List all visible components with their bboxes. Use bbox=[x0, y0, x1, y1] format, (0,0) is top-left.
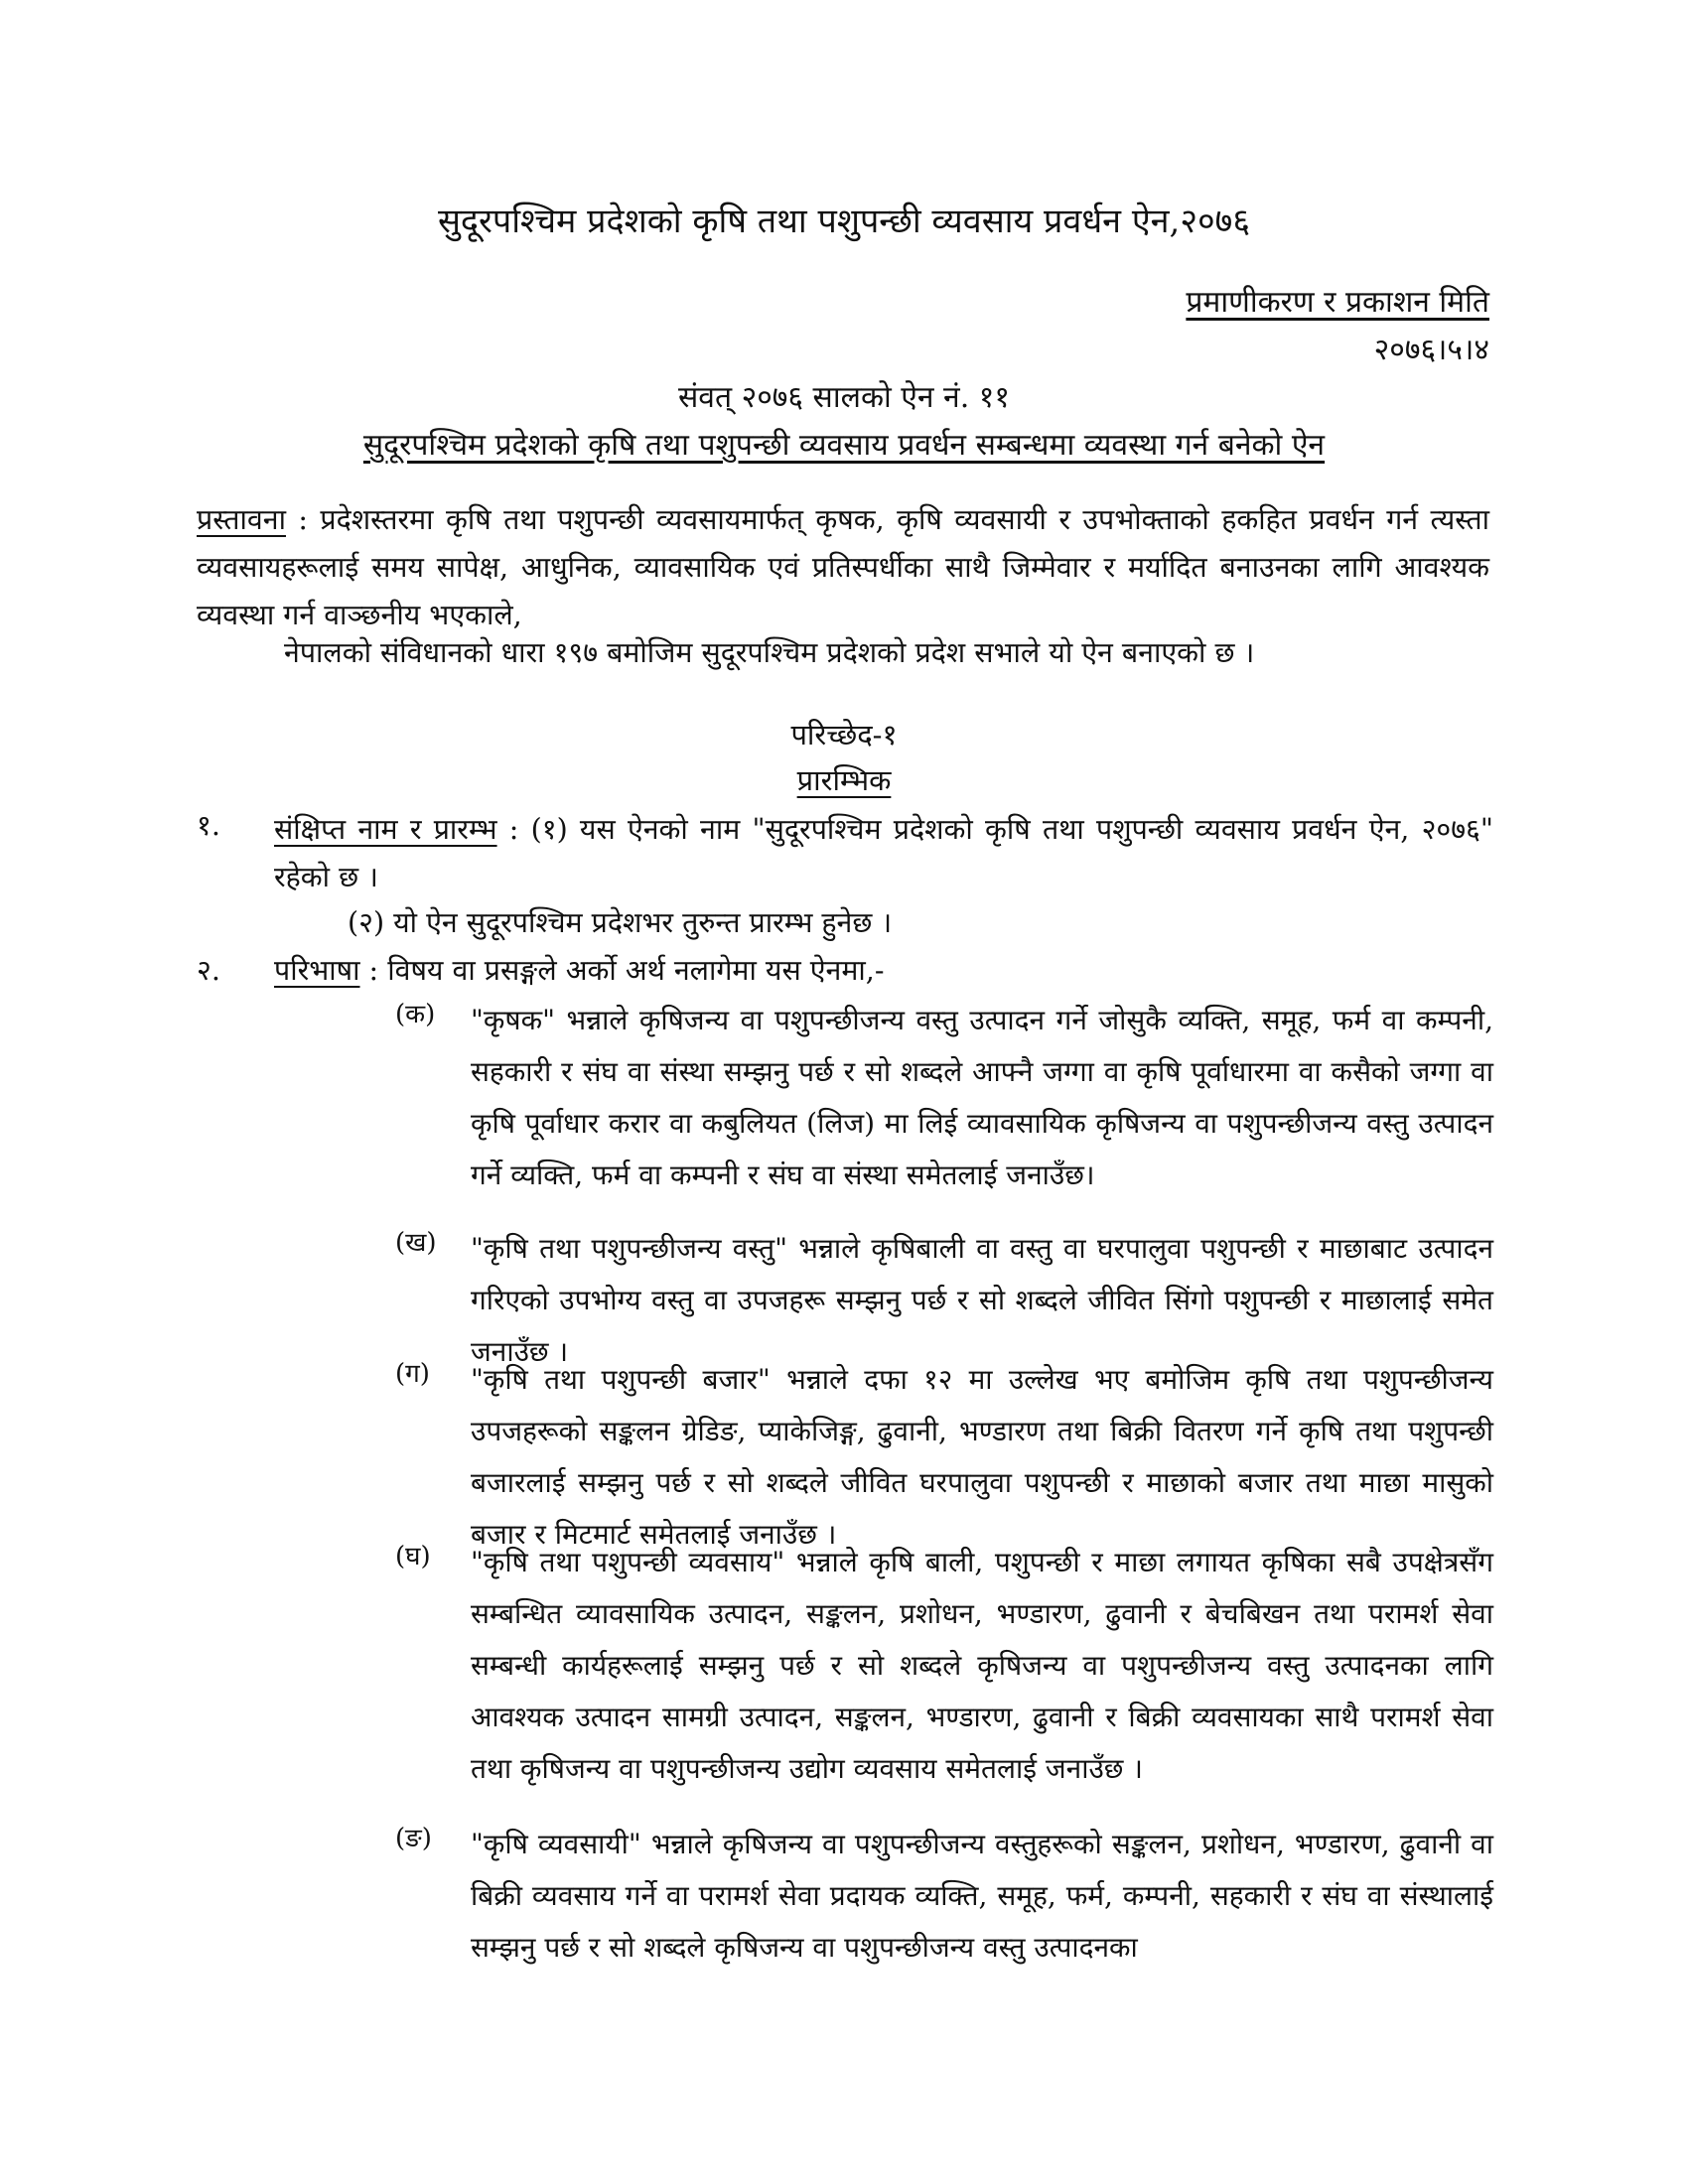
certification-date: २०७६।५।४ bbox=[1373, 333, 1489, 367]
act-subtitle: सुदूरपश्चिम प्रदेशको कृषि तथा पशुपन्छी व्यवसाय प्रवर्धन सम्बन्धमा व्यवस्था गर्न बनेको ऐन bbox=[362, 428, 1326, 463]
section-1-body bbox=[274, 806, 1493, 901]
section-2-body bbox=[274, 951, 1493, 989]
chapter-number: परिच्छेद-१ bbox=[790, 718, 898, 751]
section-number: १. bbox=[197, 809, 220, 842]
clause-text: "कृषि तथा पशुपन्छी व्यवसाय" भन्नाले कृषि बाली, पशुपन्छी र माछा लगायत कृषिका सबै उपक्षेत्रसँग सम्बन्धित व्यावसायिक उत्पादन, सङ्कलन, प्रशोधन, भण्डारण, ढुवानी र बेचबिखन तथा परामर्श सेवा सम्बन्धी कार्यहरूलाई सम्झनु पर्छ र सो शब्दले कृषिजन्य वा पशुपन्छीजन्य वस्तु उत्पादनका लागि आवश्यक उत्पादन सामग्री उत्पादन, सङ्कलन, भण्डारण, ढुवानी र बिक्री व्यवसायका साथै परामर्श सेवा तथा कृषिजन्य वा पशुपन्छीजन्य उद्योग व्यवसाय समेतलाई जनाउँछ । bbox=[471, 1546, 1493, 1785]
section-text: विषय वा प्रसङ्गले अर्को अर्थ नलागेमा यस ऐनमा,- bbox=[387, 954, 885, 987]
preamble bbox=[197, 496, 1489, 639]
clause-label: (ङ) bbox=[395, 1824, 432, 1853]
clause-label: (घ) bbox=[395, 1542, 431, 1571]
section-heading: संक्षिप्त नाम र प्रारम्भ bbox=[274, 813, 497, 846]
clause-text: "कृषक" भन्नाले कृषिजन्य वा पशुपन्छीजन्य वस्तु उत्पादन गर्ने जोसुकै व्यक्ति, समूह, फर्म वा कम्पनी, सहकारी र संघ वा संस्था सम्झनु पर्छ र सो शब्दले आफ्नै जग्गा वा कृषि पूर्वाधारमा वा कसैको जग्गा वा कृषि पूर्वाधार करार वा कबुलियत (लिज) मा लिई व्यावसायिक कृषिजन्य वा पशुपन्छीजन्य वस्तु उत्पादन गर्ने व्यक्ति, फर्म वा कम्पनी र संघ वा संस्था समेतलाई जनाउँछ। bbox=[471, 1004, 1493, 1191]
section-separator: : bbox=[496, 813, 531, 846]
clause-text: "कृषि तथा पशुपन्छी बजार" भन्नाले दफा १२ मा उल्लेख भए बमोजिम कृषि तथा पशुपन्छीजन्य उपजहरूको सङ्कलन ग्रेडिङ, प्याकेजिङ्ग, ढुवानी, भण्डारण तथा बिक्री वितरण गर्ने कृषि तथा पशुपन्छी बजारलाई सम्झनु पर्छ र सो शब्दले जीवित घरपालुवा पशुपन्छी र माछाको बजार तथा माछा मासुको बजार र मिटमार्ट समेतलाई जनाउँछ । bbox=[471, 1363, 1493, 1551]
subsection-2: (२) यो ऐन सुदूरपश्चिम प्रदेशभर तुरुन्त प्रारम्भ हुनेछ । bbox=[348, 906, 893, 939]
act-number: संवत् २०७६ सालको ऐन नं. ११ bbox=[678, 380, 1010, 415]
certification-label: प्रमाणीकरण र प्रकाशन मिति bbox=[1186, 285, 1489, 320]
clause-text: "कृषि तथा पशुपन्छीजन्य वस्तु" भन्नाले कृषिबाली वा वस्तु वा घरपालुवा पशुपन्छी र माछाबाट उत्पादन गरिएको उपभोग्य वस्तु वा उपजहरू सम्झनु पर्छ र सो शब्दले जीवित सिंगो पशुपन्छी र माछालाई समेत जनाउँछ । bbox=[471, 1232, 1493, 1368]
enactment-clause: नेपालको संविधानको धारा १९७ बमोजिम सुदूरपश्चिम प्रदेशको प्रदेश सभाले यो ऐन बनाएको छ । bbox=[284, 636, 1255, 669]
clause-text: "कृषि व्यवसायी" भन्नाले कृषिजन्य वा पशुपन्छीजन्य वस्तुहरूको सङ्कलन, प्रशोधन, भण्डारण, ढुवानी वा बिक्री व्यवसाय गर्ने वा परामर्श सेवा प्रदायक व्यक्ति, समूह, फर्म, कम्पनी, सहकारी र संघ वा संस्थालाई सम्झनु पर्छ र सो शब्दले कृषिजन्य वा पशुपन्छीजन्य वस्तु उत्पादनका bbox=[471, 1828, 1493, 1964]
chapter-title: प्रारम्भिक bbox=[796, 763, 892, 797]
clause-label: (क) bbox=[395, 1000, 436, 1029]
preamble-separator: : bbox=[285, 503, 321, 536]
clause-label: (ग) bbox=[395, 1359, 430, 1389]
section-text: (१) यस ऐनको नाम "सुदूरपश्चिम प्रदेशको कृषि तथा पशुपन्छी व्यवसाय प्रवर्धन ऐन, २०७६" रहेको छ । bbox=[274, 813, 1493, 893]
preamble-text: प्रदेशस्तरमा कृषि तथा पशुपन्छी व्यवसायमार्फत् कृषक, कृषि व्यवसायी र उपभोक्ताको हकहित प्रवर्धन गर्न त्यस्ता व्यवसायहरूलाई समय सापेक्ष, आधुनिक, व्यावसायिक एवं प्रतिस्पर्धीका साथै जिम्मेवार र मर्यादित बनाउनका लागि आवश्यक व्यवस्था गर्न वाञ्छनीय भएकाले, bbox=[197, 503, 1489, 631]
preamble-label: प्रस्तावना bbox=[197, 503, 286, 536]
section-separator: : bbox=[359, 954, 388, 987]
document-title: सुदूरपश्चिम प्रदेशको कृषि तथा पशुपन्छी व्यवसाय प्रवर्धन ऐन,२०७६ bbox=[437, 202, 1251, 241]
clause-label: (ख) bbox=[395, 1228, 437, 1258]
section-heading: परिभाषा bbox=[274, 954, 360, 987]
section-number: २. bbox=[197, 954, 220, 987]
